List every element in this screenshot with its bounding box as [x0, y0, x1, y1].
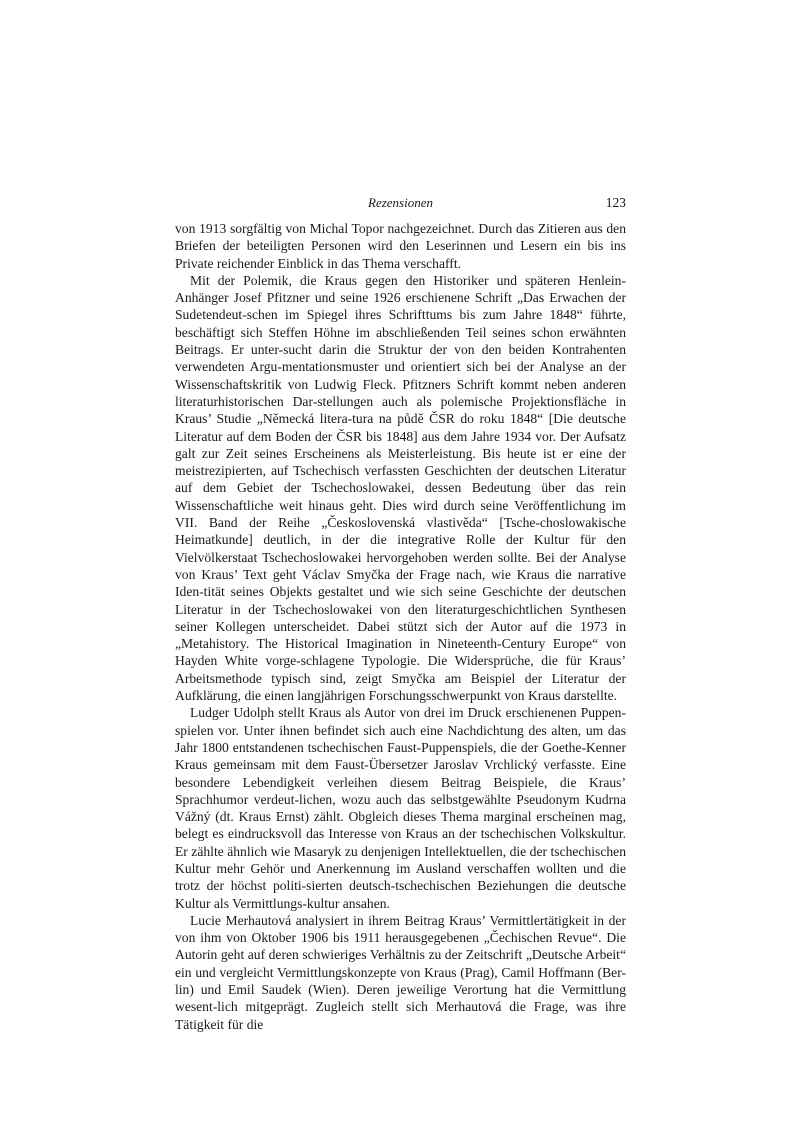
- page-number: 123: [605, 195, 626, 210]
- paragraph: Ludger Udolph stellt Kraus als Autor von drei im Druck erschienenen Puppen-spielen vor. Unter ihnen befindet sich auch eine Nachdichtung des alten, um das Jahr 1800 entstandenen tschechischen Faust-Puppenspiels, die der Goethe-Kenner Kraus gemeinsam mit dem Faust-Übersetzer Jaroslav Vrchlický verfasste. Eine besondere Lebendigkeit verleihen diesem Beitrag Beispiele, die Kraus’ Sprachhumor verdeut-lichen, wozu auch das selbstgewählte Pseudonym Kudrna Vážný (dt. Kraus Ernst) zählt. Obgleich dieses Thema marginal erscheinen mag, belegt es eindrucksvoll das Interesse von Kraus an der tschechischen Volkskultur. Er zählte ähnlich wie Masaryk zu denjenigen Intellektuellen, die der tschechischen Kultur mehr Gehör und Anerkennung im Ausland verschaffen wollten und die trotz der höchst politi-sierten deutsch-tschechischen Beziehungen die deutsche Kultur als Vermittlungs-kultur ansahen.: [175, 705, 626, 911]
- paragraph: Lucie Merhautová analysiert in ihrem Beitrag Kraus’ Vermittlertätigkeit in der von ihm von Oktober 1906 bis 1911 herausgegebenen „Čechischen Revue“. Die Autorin geht auf deren schwieriges Verhältnis zu der Zeitschrift „Deutsche Arbeit“ ein und vergleicht Vermittlungskonzepte von Kraus (Prag), Camil Hoffmann (Ber-lin) und Emil Saudek (Wien). Deren jeweilige Verortung hat die Vermittlung wesent-lich mitgeprägt. Zugleich stellt sich Merhautová die Frage, was ihre Tätigkeit für die: [175, 912, 626, 1032]
- paragraph: von 1913 sorgfältig von Michal Topor nachgezeichnet. Durch das Zitieren aus den Briefen der beteiligten Personen wird den Leserinnen und Lesern ein bis ins Private reichender Einblick in das Thema verschafft.: [175, 221, 626, 271]
- page-header: [175, 193, 626, 213]
- paragraph: Mit der Polemik, die Kraus gegen den Historiker und späteren Henlein-Anhänger Josef Pfitzner und seine 1926 erschienene Schrift „Das Erwachen der Sudetendeut-schen im Spiegel ihres Schrifttums bis zum Jahre 1848“ führte, beschäftigt sich Steffen Höhne im abschließenden Teil seines schon erwähnten Beitrags. Er unter-sucht darin die Struktur der von den beiden Kontrahenten verwendeten Argu-mentationsmuster und orientiert sich bei der Analyse an der Wissenschaftskritik von Ludwig Fleck. Pfitzners Schrift kommt neben anderen literaturhistorischen Dar-stellungen auch als polemische Projektionsfläche in Kraus’ Studie „Německá litera-tura na půdě ČSR do roku 1848“ [Die deutsche Literatur auf dem Boden der ČSR bis 1848] aus dem Jahre 1934 vor. Der Aufsatz galt zur Zeit seines Erscheinens als Meisterleistung. Bis heute ist er eine der meistrezipierten, auf Tschechisch verfassten Geschichten der deutschen Literatur auf dem Gebiet der Tschechoslowakei, dessen Bedeutung über das rein Wissenschaftliche weit hinaus geht. Dies wird durch seine Veröffentlichung im VII. Band der Reihe „Československá vlastivěda“ [Tsche-choslowakische Heimatkunde] deutlich, in der die integrative Rolle der Kultur für den Vielvölkerstaat Tschechoslowakei hervorgehoben werden sollte. Bei der Analyse von Kraus’ Text geht Václav Smyčka der Frage nach, wie Kraus die narrative Iden-tität seines Objekts gestaltet und wie sich seine Geschichte der deutschen Literatur in der Tschechoslowakei von den literaturgeschichtlichen Synthesen seiner Kollegen unterscheidet. Dabei stützt sich der Autor auf die 1973 in „Metahistory. The Historical Imagination in Nineteenth-Century Europe“ von Hayden White vorge-schlagene Typologie. Die Widersprüche, die für Kraus’ Arbeitsmethode typisch sind, zeigt Smyčka am Beispiel der Literatur der Aufklärung, die einen langjährigen Forschungsschwerpunkt von Kraus darstellte.: [175, 272, 626, 704]
- running-head: Rezensionen: [368, 195, 433, 210]
- body-text: [175, 220, 626, 1033]
